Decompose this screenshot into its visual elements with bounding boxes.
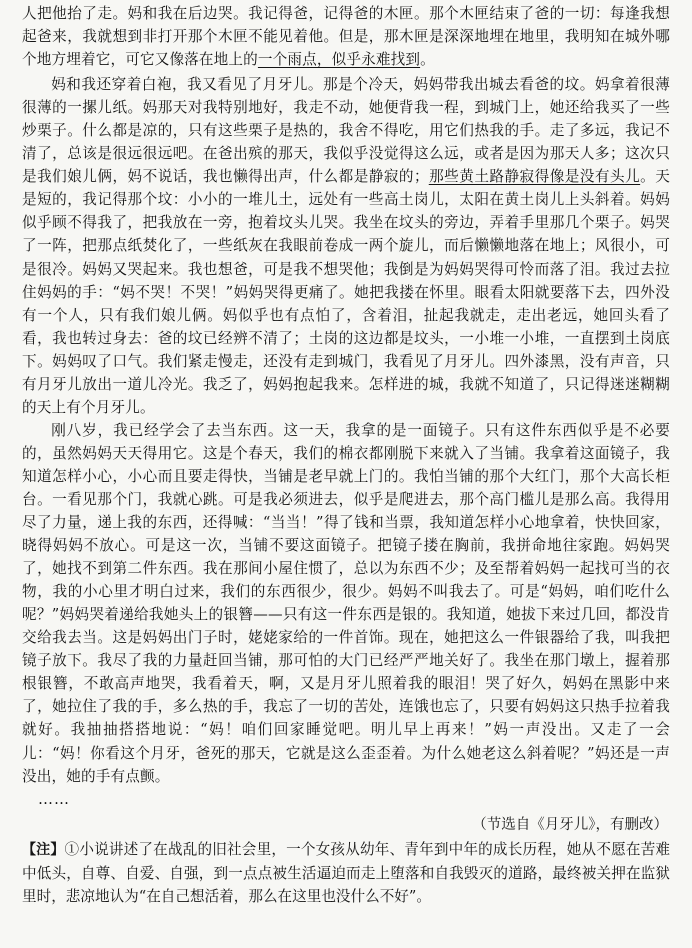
paragraph-text: 人把他抬了走。妈和我在后边哭。我记得爸，记得爸的木匣。那个木匣结束了爸的一切：每逢我想起爸来，我就想到非打开那个木匣不能见着他。但是，那木匣是深深地埋在地里，我明知在城外哪个地方埋着它，可它又像落在地上的 (22, 5, 670, 69)
underlined-phrase: 那些黄土路静寂得像是没有头儿 (428, 168, 641, 186)
underlined-phrase: 一个雨点，似乎永难找到 (257, 51, 421, 69)
source-citation: （节选自《月牙儿》，有删改） (472, 816, 668, 833)
paragraph-text: 。天是短的，我记得那个坟：小小的一堆儿土，远处有一些高土岗儿，太阳在黄土岗儿上头斜着。妈妈似乎顾不得我了，把我放在一旁，抱着坟头儿哭。我坐在坟头的旁边，弄着手里那几个栗子。妈哭了一阵，把那点纸焚化了，一些纸灰在我眼前卷成一两个旋儿，而后懒懒地落在地上；风很小，可是很冷。妈妈又哭起来。我也想爸，可是我不想哭他；我倒是为妈妈哭得可怜而落了泪。我过去拉住妈妈的手：“妈不哭！不哭！”妈妈哭得更痛了。她把我搂在怀里。眼看太阳就要落下去，四外没有一个人，只有我们娘儿俩。妈似乎也有点怕了，含着泪，扯起我就走，走出老远，她回头看了看，我也转过身去：爸的坟已经辨不清了；土岗的这边都是坟头，一小堆一小堆，一直摆到土岗底下。妈妈叹了口气。我们紧走慢走，还没有走到城门，我看见了月牙儿。四外漆黑，没有声音，只有月牙儿放出一道儿冷光。我乏了，妈妈抱起我来。怎样进的城，我就不知道了，只记得迷迷糊糊的天上有个月牙儿。 (22, 168, 670, 416)
paragraph-3 (22, 419, 670, 788)
paragraph-2 (22, 73, 670, 419)
paragraph-text: 妈和我还穿着白袍，我又看见了月牙儿。那是个冷天，妈妈带我出城去看爸的坟。妈拿着很薄很薄的一摞儿纸。妈那天对我特别地好，我走不动，她便背我一程，到城门上，她还给我买了一些炒栗子。什么都是凉的，只有这些栗子是热的，我舍不得吃，用它们热我的手。走了多远，我记不清了，总该是很远很远吧。在爸出殡的那天，我似乎没觉得这么远，或者是因为那天人多；这次只是我们娘儿俩，妈不说话，我也懒得出声，什么都是静寂的； (22, 76, 670, 186)
footnote-text: ①小说讲述了在战乱的旧社会里，一个女孩从幼年、青年到中年的成长历程，她从不愿在苦难中低头，自尊、自爱、自强，到一点点被生活逼迫而走上堕落和自我毁灭的道路，最终被关押在监狱里时，悲凉地认为“在自己想活着，那么在这里也没什么不好”。 (22, 840, 671, 905)
passage-body (22, 2, 670, 908)
ellipsis: …… (38, 789, 70, 808)
paragraph-text: 。 (420, 51, 435, 69)
paragraph-text: 刚八岁，我已经学会了去当东西。这一天，我拿的是一面镜子。只有这件东西似乎是不必要的，虽然妈妈天天得用它。这是个春天，我们的棉衣都刚脱下来就入了当铺。我拿着这面镜子，我知道怎样小心，小心而且要走得快，当铺是老早就上门的。我怕当铺的那个大红门，那个大高长柜台。一看见那个门，我就心跳。可是我必须进去，似乎是爬进去，那个高门槛儿是那么高。我得用尽了力量，递上我的东西，还得喊：“当当！”得了钱和当票，我知道怎样小心地拿着，快快回家，晓得妈妈不放心。可是这一次，当铺不要这面镜子。把镜子搂在胸前，我拼命地往家跑。妈妈哭了，她找不到第二件东西。我在那间小屋住惯了，总以为东西不少；及至帮着妈妈一起找可当的衣物，我的小心里才明白过来，我们的东西很少，很少。妈妈不叫我去了。可是“妈妈，咱们吃什么呢？”妈妈哭着递给我她头上的银簪——只有这一件东西是银的。我知道，她拔下来过几回，都没肯交给我去当。这是妈妈出门子时，姥姥家给的一件首饰。现在，她把这么一件银器给了我，叫我把镜子放下。我尽了我的力量赶回当铺，那可怕的大门已经严严地关好了。我坐在那门墩上，握着那根银簪，不敢高声地哭，我看着天，啊，又是月牙儿照着我的眼泪！哭了好久，妈妈在黑影中来了，她拉住了我的手，多么热的手，我忘了一切的苦处，连饿也忘了，只要有妈妈这只热手拉着我就好。我抽抽搭搭地说：“妈！咱们回家睡觉吧。明儿早上再来！”妈一声没出。又走了一会儿：“妈！你看这个月牙，爸死的那天，它就是这么歪歪着。为什么她老这么斜着呢？”妈还是一声没出，她的手有点颤。 (22, 421, 670, 785)
footnote (22, 838, 670, 908)
paragraph-1 (22, 2, 670, 71)
footnote-label: 【注】 (22, 841, 65, 858)
